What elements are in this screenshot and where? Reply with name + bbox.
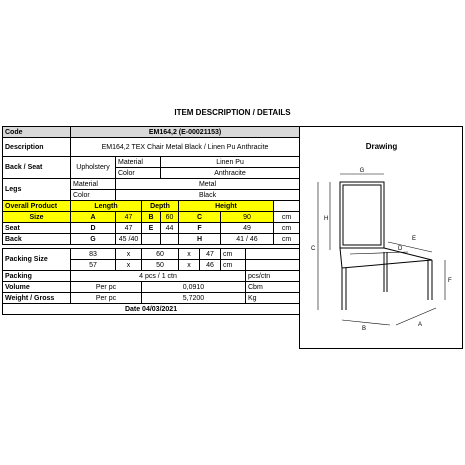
description-value: EM164,2 TEX Chair Metal Black / Linen Pu Anthracite — [71, 138, 300, 157]
dim-label-b: B — [362, 326, 367, 332]
size-row-overall — [3, 212, 300, 223]
back-height-code: H — [179, 234, 221, 245]
back-seat-label: Back / Seat — [3, 157, 71, 179]
seat-unit: cm — [274, 223, 300, 234]
legs-color-label: Color — [71, 190, 116, 201]
packing-size-a1: 83 — [71, 249, 116, 260]
back-height-value: 41 / 46 — [221, 234, 274, 245]
seat-height-value: 49 — [221, 223, 274, 234]
drawing-title: Drawing — [365, 142, 398, 151]
back-seat-color-value: Anthracite — [161, 168, 300, 179]
dim-label-c: C — [311, 246, 316, 252]
packing-size-row-1 — [3, 249, 300, 260]
back-seat-material-row — [3, 157, 300, 168]
back-length-value: 45 /40 — [116, 234, 142, 245]
size-unit: cm — [274, 212, 300, 223]
chair-drawing — [300, 160, 463, 348]
packing-size-a2: 57 — [71, 260, 116, 271]
chair-seat — [340, 248, 432, 268]
code-label: Code — [3, 127, 71, 138]
packing-size-unit1: cm — [221, 249, 246, 260]
code-row — [3, 127, 300, 138]
depth-header: Depth — [142, 201, 179, 212]
packing-value: 4 pcs / 1 ctn — [71, 271, 246, 282]
length-value: 47 — [116, 212, 142, 223]
legs-material-row — [3, 179, 300, 190]
weight-label: Weight / Gross — [3, 293, 71, 304]
depth-value: 60 — [161, 212, 179, 223]
chair-outline — [340, 182, 432, 310]
date-label: Date 04/03/2021 — [3, 304, 300, 315]
weight-value: 5,7200 — [142, 293, 246, 304]
back-length-code: G — [71, 234, 116, 245]
description-row — [3, 138, 300, 157]
weight-unit: Kg — [246, 293, 300, 304]
packing-size-c2: 46 — [200, 260, 221, 271]
sheet-title: ITEM DESCRIPTION / DETAILS — [174, 108, 291, 117]
height-code: C — [179, 212, 221, 223]
packing-unit: pcs/ctn — [246, 271, 300, 282]
weight-row — [3, 293, 300, 304]
legs-label: Legs — [3, 179, 71, 201]
volume-row — [3, 282, 300, 293]
back-unit: cm — [274, 234, 300, 245]
length-code: A — [71, 212, 116, 223]
overall-product-label: Overall Product — [3, 201, 71, 212]
legs-color-value: Black — [116, 190, 300, 201]
seat-length-value: 47 — [116, 223, 142, 234]
packing-size-x3: x — [116, 260, 142, 271]
upholstery-label: Upholstery — [71, 157, 116, 179]
legs-material-label: Material — [71, 179, 116, 190]
code-value: EM164,2 (E-00021153) — [71, 127, 300, 138]
chair-back-inner — [343, 185, 381, 245]
seat-depth-value: 44 — [161, 223, 179, 234]
back-depth-value — [161, 234, 179, 245]
size-row-back — [3, 234, 300, 245]
volume-value: 0,0910 — [142, 282, 246, 293]
back-seat-color-label: Color — [116, 168, 161, 179]
packing-row — [3, 271, 300, 282]
seat-label: Seat — [3, 223, 71, 234]
packing-label: Packing — [3, 271, 71, 282]
spec-table — [2, 126, 300, 315]
size-label: Size — [3, 212, 71, 223]
packing-size-b1: 60 — [142, 249, 179, 260]
back-label: Back — [3, 234, 71, 245]
dim-label-a: A — [418, 322, 423, 328]
seat-length-code: D — [71, 223, 116, 234]
weight-per: Per pc — [71, 293, 142, 304]
depth-code: B — [142, 212, 161, 223]
length-header: Length — [71, 201, 142, 212]
packing-size-unit2: cm — [221, 260, 246, 271]
height-value: 90 — [221, 212, 274, 223]
back-depth-code — [142, 234, 161, 245]
dim-label-e: E — [412, 236, 417, 242]
volume-unit: Cbm — [246, 282, 300, 293]
date-row — [3, 304, 300, 315]
dim-label-h: H — [324, 216, 329, 222]
packing-size-x4: x — [179, 260, 200, 271]
unit-header — [274, 201, 300, 212]
height-header: Height — [179, 201, 274, 212]
packing-size-x2: x — [179, 249, 200, 260]
description-label: Description — [3, 138, 71, 157]
dim-label-d: D — [398, 246, 403, 252]
volume-label: Volume — [3, 282, 71, 293]
packing-size-b2: 50 — [142, 260, 179, 271]
packing-size-c1: 47 — [200, 249, 221, 260]
seat-height-code: F — [179, 223, 221, 234]
back-seat-material-label: Material — [116, 157, 161, 168]
back-seat-material-value: Linen Pu — [161, 157, 300, 168]
size-header-row — [3, 201, 300, 212]
legs-material-value: Metal — [116, 179, 300, 190]
packing-size-label: Packing Size — [3, 249, 71, 271]
chair-back — [340, 182, 384, 248]
volume-per: Per pc — [71, 282, 142, 293]
seat-depth-code: E — [142, 223, 161, 234]
packing-size-x1: x — [116, 249, 142, 260]
size-row-seat — [3, 223, 300, 234]
dim-label-g: G — [359, 168, 365, 174]
dim-label-f: F — [448, 278, 452, 284]
